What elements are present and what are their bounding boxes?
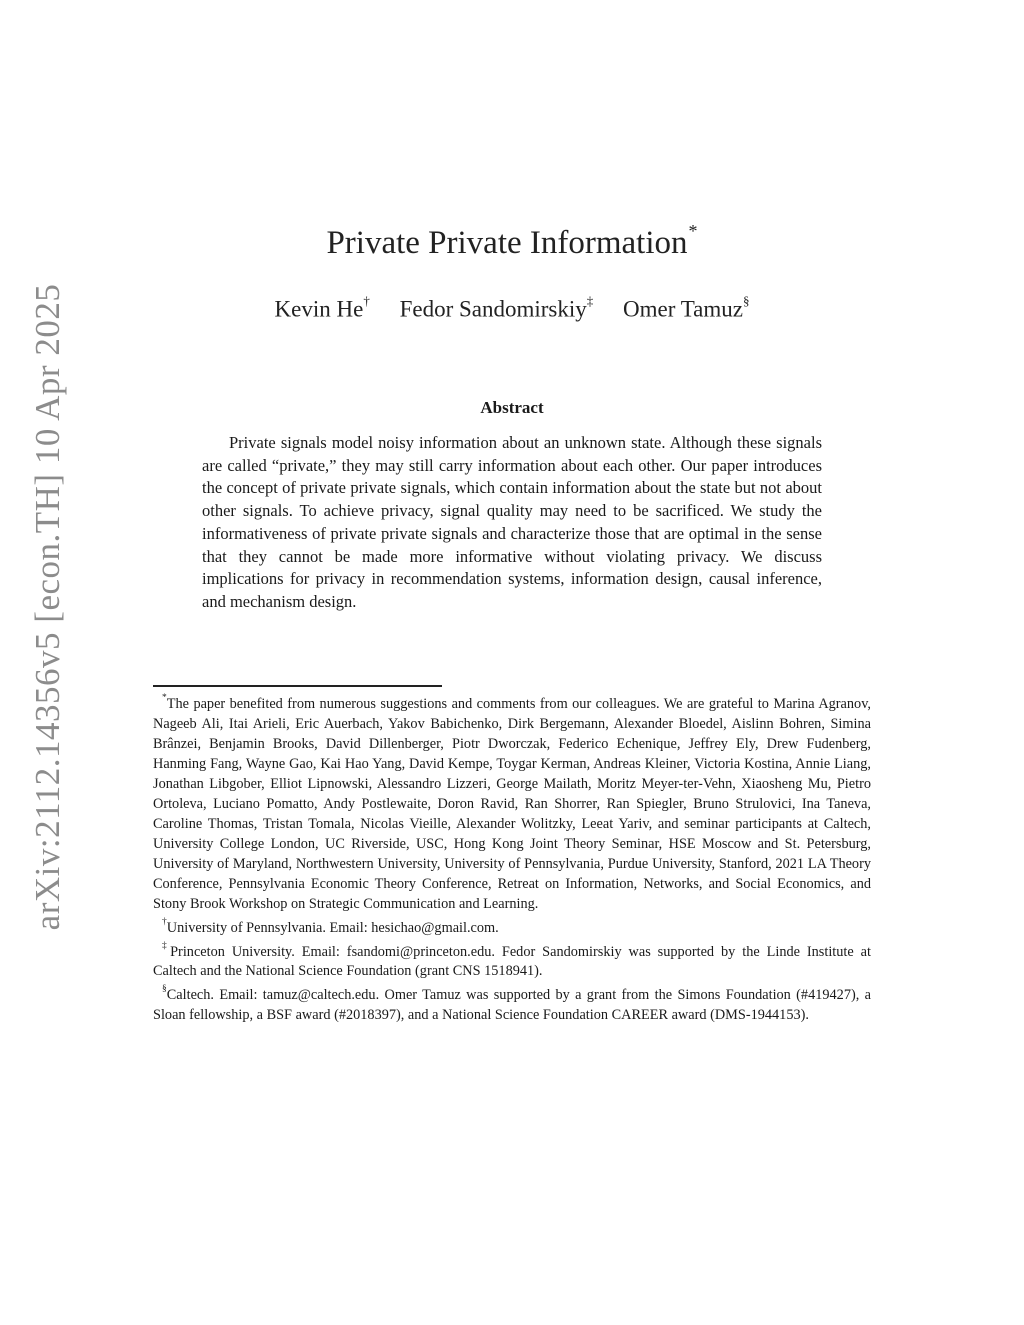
title-text: Private Private Information — [326, 225, 688, 261]
abstract-heading: Abstract — [480, 398, 544, 417]
author-footnote-mark: ‡ — [586, 293, 594, 308]
footnote — [153, 981, 871, 1025]
footnote-text: Princeton University. Email: fsandomi@princeton.edu. Fedor Sandomirskiy was supported by the Linde Institute at Caltech and the National Science Foundation (grant CNS 1518941). — [153, 943, 871, 980]
author — [399, 293, 594, 323]
footnote-divider — [153, 685, 442, 687]
footnote-mark: ‡ — [162, 940, 171, 951]
footnote — [153, 914, 871, 938]
footnote — [153, 938, 871, 982]
footnote-mark: § — [162, 984, 167, 995]
paper-title — [0, 221, 1024, 262]
author-footnote-mark: † — [363, 293, 370, 308]
footnote-mark: † — [162, 916, 167, 927]
footnote-text: Caltech. Email: tamuz@caltech.edu. Omer Tamuz was supported by a grant from the Simons Foundation (#419427), a Sloan fellowship, a BSF award (#2018397), and a National Science Foundation CAREER award (DMS-1944153). — [153, 987, 871, 1024]
author-name: Omer Tamuz — [623, 296, 743, 322]
author-footnote-mark: § — [742, 293, 750, 308]
author-name: Kevin He — [274, 296, 364, 322]
author-list — [0, 293, 1024, 323]
author — [623, 293, 750, 323]
footnote-mark: * — [162, 693, 167, 703]
footnote-text: The paper benefited from numerous suggestions and comments from our colleagues. We are grateful to Marina Agranov, Nageeb Ali, Itai Arieli, Eric Auerbach, Yakov Babichenko, Dirk Bergemann, Alexander Bloedel, Aislinn Bohren, Simina Brânzei, Benjamin Brooks, David Dillenberger, Piotr Dworczak, Federico Echenique, Jeffrey Ely, Drew Fudenberg, Hanming Fang, Wayne Gao, Kai Hao Yang, David Kempe, Toygar Kerman, Andreas Kleiner, Victoria Kostina, Annie Liang, Jonathan Libgober, Elliot Lipnowski, Alessandro Lizzeri, George Mailath, Moritz Meyer-ter-Vehn, Xiaosheng Mu, Pietro Ortoleva, Luciano Pomatto, Andy Postlewaite, Doron Ravid, Ran Shorrer, Ran Spiegler, Bruno Strulovici, Ina Taneva, Caroline Thomas, Tristan Tomala, Nicolas Vieille, Alexander Wolitzky, Leeat Yariv, and seminar participants at Caltech, University College London, UC Riverside, USC, Hong Kong Joint Theory Seminar, HSE Moscow and St. Petersburg, University of Maryland, Northwestern University, University of Pennsylvania, Purdue University, Stanford, 2021 LA Theory Conference, Pennsylvania Economic Theory Conference, Retreat on Information, Networks, and Social Economics, and Stony Brook Workshop on Strategic Communication and Learning. — [153, 695, 871, 912]
footnote-text: University of Pennsylvania. Email: hesichao@gmail.com. — [166, 919, 499, 936]
title-footnote-mark: * — [688, 221, 698, 241]
author — [274, 293, 370, 323]
footnote — [153, 690, 871, 914]
author-name: Fedor Sandomirskiy — [399, 296, 587, 322]
abstract-text: Private signals model noisy information about an unknown state. Although these signals are called “private,” they may still carry information about each other. Our paper introduces the concept of private private signals, which contain information about the state but not about other signals. To achieve privacy, signal quality may need to be sacrificed. We study the informativeness of private private signals and characterize those that are optimal in the sense that they cannot be made more informative without violating privacy. We discuss implications for privacy in recommendation systems, information design, causal inference, and mechanism design. — [202, 433, 822, 611]
footnotes — [153, 690, 871, 1025]
arxiv-identifier: arXiv:2112.14356v5 [econ.TH] 10 Apr 2025 — [28, 283, 67, 931]
